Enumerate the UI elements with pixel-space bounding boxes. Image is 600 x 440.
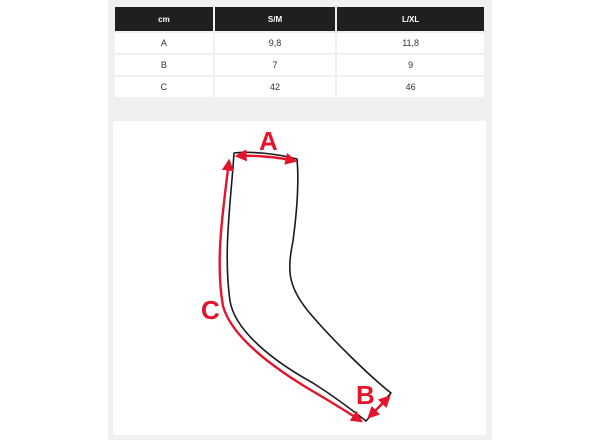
- measure-c-arrow: [220, 161, 361, 421]
- table-row: [115, 33, 484, 53]
- table-row: [115, 55, 484, 75]
- measurement-diagram: [113, 121, 486, 435]
- label-c: C: [201, 295, 220, 325]
- header-s-m: S/M: [215, 7, 335, 31]
- table-row: [115, 77, 484, 97]
- cell-value: 9,8: [215, 33, 335, 53]
- cell-value: 7: [215, 55, 335, 75]
- row-label: C: [115, 77, 213, 97]
- cell-value: 11,8: [337, 33, 484, 53]
- table-header-row: [115, 7, 484, 31]
- header-cm: cm: [115, 7, 213, 31]
- cell-value: 42: [215, 77, 335, 97]
- cell-value: 46: [337, 77, 484, 97]
- row-label: A: [115, 33, 213, 53]
- arm-sleeve-drawing: [113, 121, 486, 435]
- label-b: B: [356, 380, 375, 410]
- size-chart-table: [113, 5, 486, 99]
- row-label: B: [115, 55, 213, 75]
- header-l-xl: L/XL: [337, 7, 484, 31]
- label-a: A: [259, 126, 278, 156]
- cell-value: 9: [337, 55, 484, 75]
